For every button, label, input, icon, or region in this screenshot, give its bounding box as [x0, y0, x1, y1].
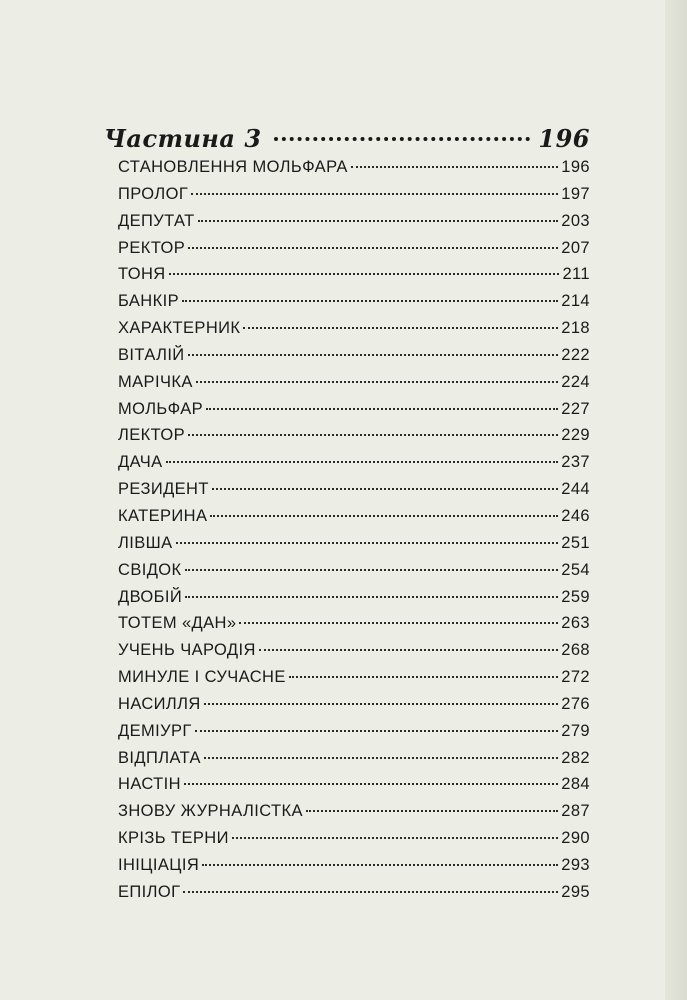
toc-entry [118, 668, 590, 695]
chapter-title: РЕКТОР [118, 238, 186, 257]
part-title: Частина 3 [104, 124, 262, 153]
toc-entry [118, 319, 590, 346]
chapter-title: ДЕМІУРГ [118, 721, 192, 740]
chapter-title: МИНУЛЕ І СУЧАСНЕ [118, 668, 286, 687]
dot-leader [169, 273, 560, 275]
chapter-title: ВІТАЛІЙ [118, 345, 185, 364]
dot-leader [289, 676, 558, 678]
chapter-page-number: 237 [561, 453, 590, 472]
dot-leader [182, 300, 558, 302]
chapter-title: ПРОЛОГ [118, 184, 189, 203]
chapter-page-number: 203 [561, 211, 590, 230]
dot-leader [204, 757, 558, 759]
dot-leader [188, 354, 559, 356]
chapter-title: ЛІВША [118, 533, 173, 552]
chapter-title: РЕЗИДЕНТ [118, 480, 209, 499]
chapter-title: МОЛЬФАР [118, 399, 204, 418]
chapter-page-number: 259 [561, 587, 590, 606]
chapter-page-number: 276 [561, 694, 590, 713]
toc-entry [118, 346, 590, 373]
toc-entry [118, 614, 590, 641]
chapter-title: СТАНОВЛЕННЯ МОЛЬФАРА [118, 158, 348, 176]
part-page-number: 196 [538, 124, 590, 153]
dot-leader [196, 381, 559, 383]
toc-entry [118, 400, 590, 427]
toc-entry [118, 534, 590, 561]
toc-entry [118, 212, 590, 239]
dot-leader [183, 891, 558, 893]
toc-entry [118, 588, 590, 615]
dot-leader [206, 408, 558, 410]
dot-leader [239, 622, 558, 624]
toc-entry [118, 722, 590, 749]
chapter-page-number: 211 [562, 265, 590, 284]
chapter-page-number: 282 [561, 748, 590, 767]
toc-entry [118, 749, 590, 776]
chapter-page-number: 218 [561, 319, 590, 338]
dot-leader [210, 515, 558, 517]
chapter-page-number: 293 [561, 855, 590, 874]
dot-leader [306, 810, 558, 812]
dot-leader [259, 649, 558, 651]
toc-entry [118, 453, 590, 480]
toc-entry [118, 158, 590, 185]
chapter-page-number: 284 [561, 775, 590, 794]
chapter-page-number: 207 [561, 238, 590, 257]
toc-entry [118, 239, 590, 266]
toc-entry [118, 561, 590, 588]
chapter-title: ІНІЦІАЦІЯ [118, 855, 200, 874]
toc-entry [118, 775, 590, 802]
dot-leader [191, 193, 558, 195]
table-of-contents [104, 124, 590, 910]
chapter-page-number: 214 [561, 292, 590, 311]
chapter-page-number: 268 [561, 641, 590, 660]
chapter-title: ДЕПУТАТ [118, 211, 195, 230]
chapter-title: СВІДОК [118, 560, 182, 579]
chapter-page-number: 279 [561, 721, 590, 740]
chapter-title: КРІЗЬ ТЕРНИ [118, 829, 229, 848]
chapter-title: ЛЕКТОР [118, 426, 186, 445]
chapter-page-number: 295 [561, 882, 590, 901]
chapter-title: ДВОБІЙ [118, 587, 183, 606]
dot-leader [202, 864, 558, 866]
dot-leader [185, 596, 558, 598]
toc-entry [118, 507, 590, 534]
dot-leader [185, 569, 559, 571]
chapter-title: КАТЕРИНА [118, 506, 208, 525]
chapter-page-number: 229 [561, 426, 590, 445]
chapter-page-number: 272 [561, 668, 590, 687]
chapter-title: ЗНОВУ ЖУРНАЛІСТКА [118, 802, 303, 821]
toc-entry [118, 426, 590, 453]
dot-leader [204, 703, 559, 705]
chapter-page-number: 222 [561, 345, 590, 364]
chapter-page-number: 287 [561, 802, 590, 821]
chapter-title: БАНКІР [118, 292, 179, 311]
chapter-page-number: 227 [561, 399, 590, 418]
dot-leader [195, 730, 559, 732]
chapter-page-number: 244 [561, 480, 590, 499]
part-heading [104, 124, 590, 158]
chapter-title: УЧЕНЬ ЧАРОДІЯ [118, 641, 256, 660]
chapter-title: НАСТІН [118, 775, 181, 794]
toc-entry [118, 802, 590, 829]
chapter-title: НАСИЛЛЯ [118, 694, 201, 713]
dot-leader [232, 837, 558, 839]
dot-leader [188, 247, 558, 249]
toc-entry [118, 641, 590, 668]
chapter-title: ХАРАКТЕРНИК [118, 319, 241, 338]
chapter-title: МАРІЧКА [118, 372, 193, 391]
dot-leader [166, 461, 559, 463]
toc-entry [118, 373, 590, 400]
chapter-page-number: 196 [561, 158, 590, 176]
chapter-title: ЕПІЛОГ [118, 882, 181, 901]
page-edge-shadow [665, 0, 687, 1000]
toc-entry [118, 265, 590, 292]
chapter-page-number: 263 [561, 614, 590, 633]
toc-entry [118, 856, 590, 883]
chapter-title: ТОНЯ [118, 265, 166, 284]
chapter-title: ДАЧА [118, 453, 163, 472]
dot-leader [274, 137, 531, 141]
toc-entry [118, 829, 590, 856]
toc-entry [118, 185, 590, 212]
chapter-page-number: 290 [561, 829, 590, 848]
toc-entry [118, 883, 590, 910]
chapter-page-number: 251 [561, 533, 590, 552]
toc-entry [118, 695, 590, 722]
dot-leader [188, 434, 558, 436]
chapter-title: ТОТЕМ «ДАН» [118, 614, 237, 633]
dot-leader [243, 327, 558, 329]
toc-entry [118, 292, 590, 319]
dot-leader [212, 488, 558, 490]
dot-leader [351, 166, 558, 168]
dot-leader [198, 220, 559, 222]
chapter-page-number: 197 [561, 184, 590, 203]
chapter-title: ВІДПЛАТА [118, 748, 201, 767]
chapter-page-number: 246 [561, 506, 590, 525]
chapter-page-number: 224 [561, 372, 590, 391]
chapter-page-number: 254 [561, 560, 590, 579]
dot-leader [184, 783, 558, 785]
toc-entry [118, 480, 590, 507]
dot-leader [176, 542, 559, 544]
chapter-list [104, 158, 590, 910]
